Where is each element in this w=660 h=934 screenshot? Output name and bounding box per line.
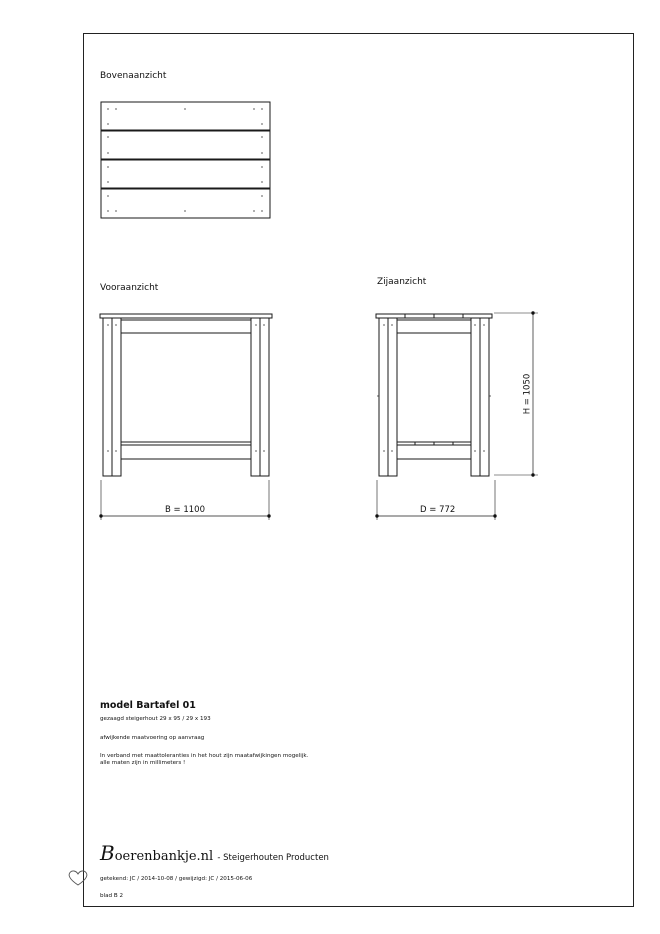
brand-name: oerenbankje.nl xyxy=(114,849,214,864)
side-top-rail xyxy=(397,320,471,333)
material-spec: gezaagd steigerhout 29 x 95 / 29 x 193 xyxy=(100,716,211,722)
front-right-leg-outer xyxy=(260,318,269,476)
tabletop-plank-1 xyxy=(101,102,270,130)
height-dimension-label: H = 1050 xyxy=(522,373,533,415)
front-left-leg-inner xyxy=(112,318,121,476)
drawn-by-info: getekend: JC / 2014-10-08 / gewijzigd: JC / 2015-06-06 xyxy=(100,876,253,882)
front-bottom-rail xyxy=(121,445,251,459)
tabletop-plank-4 xyxy=(101,189,270,218)
front-view-drawing xyxy=(98,308,276,523)
front-top-rail xyxy=(121,320,251,333)
side-bottom-rail xyxy=(397,445,471,459)
front-right-leg-inner xyxy=(251,318,260,476)
tabletop-plank-2 xyxy=(101,131,270,159)
brand-tagline: - Steigerhouten Producten xyxy=(217,853,329,863)
brand-logo xyxy=(100,841,329,865)
model-title: model Bartafel 01 xyxy=(100,700,196,711)
top-view-drawing xyxy=(100,100,272,222)
units-note: alle maten zijn in millimeters ! xyxy=(100,760,186,766)
heart-icon xyxy=(67,869,89,887)
tabletop-plank-3 xyxy=(101,160,270,188)
front-tabletop xyxy=(100,314,272,318)
side-right-leg-outer xyxy=(480,318,489,476)
brand-initial: B xyxy=(100,841,115,865)
side-left-leg-inner xyxy=(388,318,397,476)
side-left-leg-outer xyxy=(379,318,388,476)
sheet-number: blad B 2 xyxy=(100,893,124,899)
front-left-leg-outer xyxy=(103,318,112,476)
tolerance-note: In verband met maattoleranties in het hout zijn maatafwijkingen mogelijk. xyxy=(100,753,309,759)
custom-size-note: afwijkende maatvoering op aanvraag xyxy=(100,735,205,741)
top-view-title: Bovenaanzicht xyxy=(100,71,167,81)
front-view-title: Vooraanzicht xyxy=(100,283,159,293)
side-right-leg-inner xyxy=(471,318,480,476)
side-view-drawing xyxy=(374,308,546,523)
side-view-title: Zijaanzicht xyxy=(377,277,427,287)
depth-dimension-label: D = 772 xyxy=(420,505,456,515)
width-dimension-label: B = 1100 xyxy=(165,505,205,515)
